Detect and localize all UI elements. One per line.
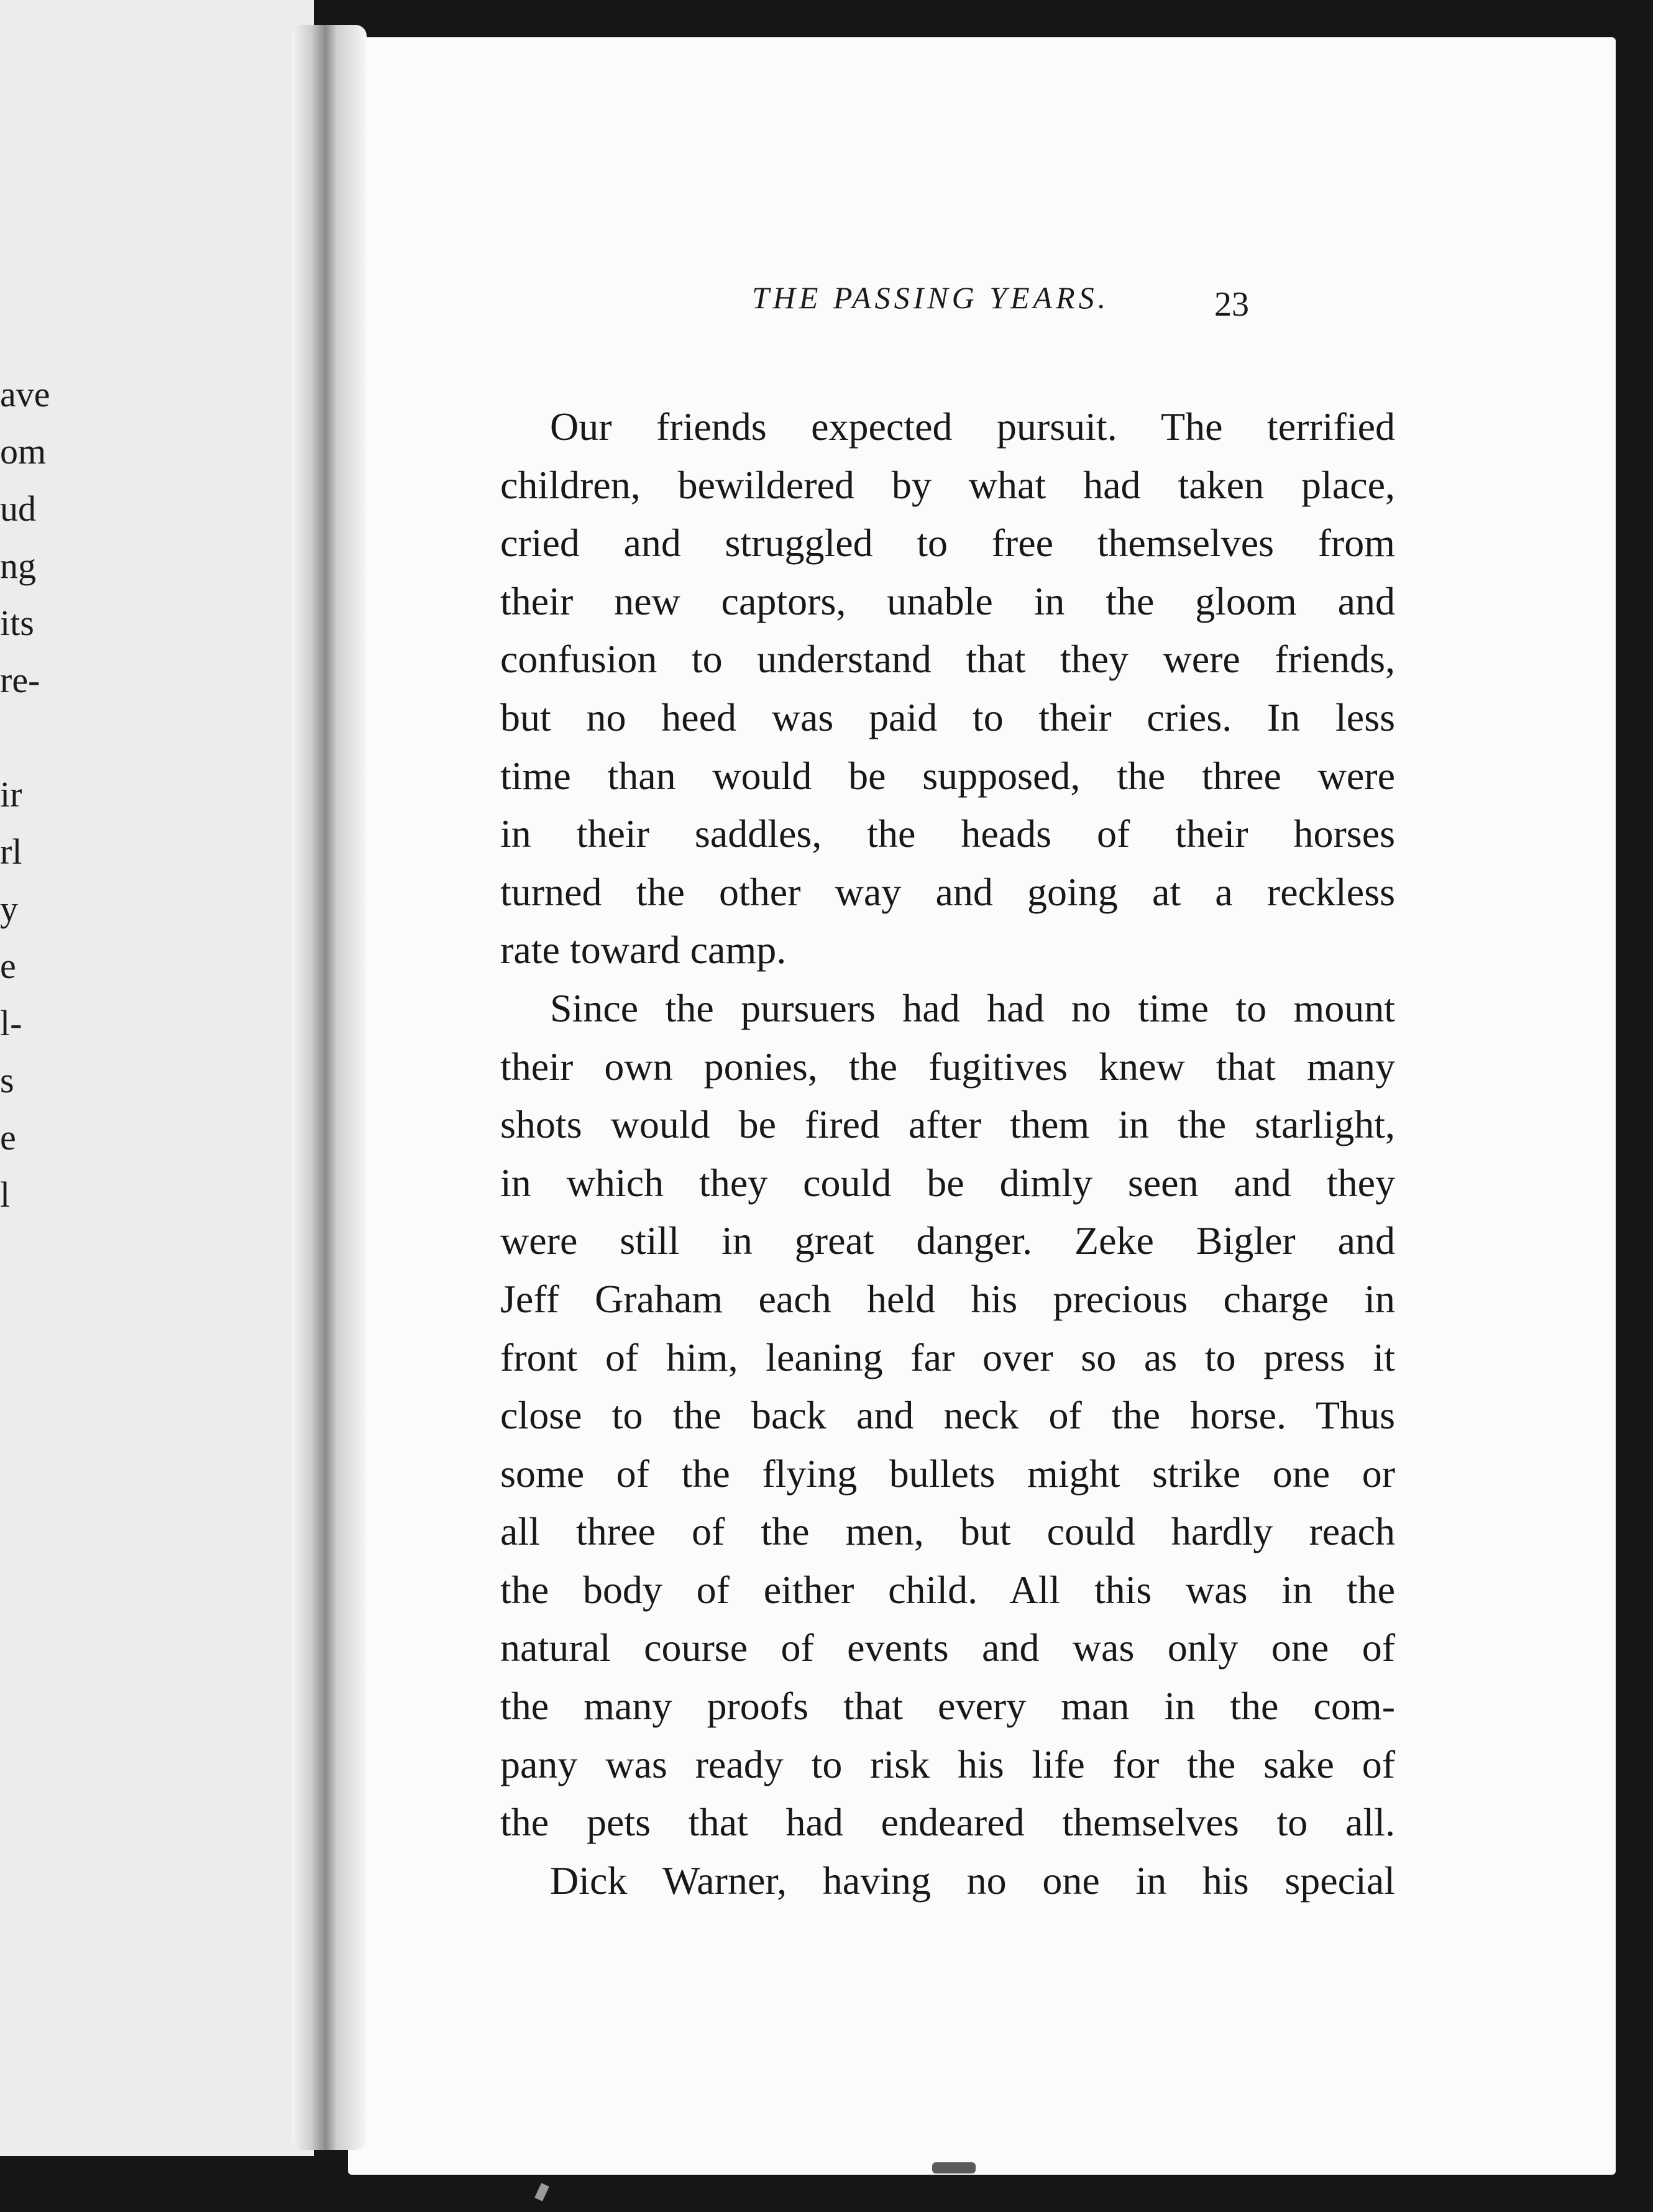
left-fragment: l-: [0, 1003, 22, 1043]
text-line: rate toward camp.: [500, 928, 787, 972]
text-line: the pets that had endeared themselves to all.: [500, 1800, 1395, 1845]
text-line: but no heed was paid to their cries. In less: [500, 695, 1395, 739]
text-line: Jeff Graham each held his precious charge in: [500, 1276, 1395, 1321]
text-line: natural course of events and was only one of: [500, 1625, 1395, 1670]
left-fragment: re-: [0, 660, 40, 700]
book-gutter: [292, 25, 367, 2150]
text-line: cried and struggled to free themselves from: [500, 521, 1395, 565]
left-fragment: e: [0, 946, 16, 986]
text-line: the body of either child. All this was in the: [500, 1567, 1395, 1612]
left-fragment: s: [0, 1060, 14, 1100]
left-fragment: ir: [0, 774, 22, 815]
left-fragment: om: [0, 431, 47, 472]
text-line: were still in great danger. Zeke Bigler and: [500, 1218, 1395, 1263]
left-fragment: rl: [0, 831, 22, 872]
text-line: the many proofs that every man in the com-: [500, 1684, 1395, 1729]
text-line: children, bewildered by what had taken place,: [500, 462, 1395, 507]
text-line: time than would be supposed, the three were: [500, 753, 1395, 798]
text-line: shots would be fired after them in the starlight,: [500, 1102, 1395, 1147]
text-line: Our friends expected pursuit. The terrified: [550, 404, 1395, 449]
text-line: turned the other way and going at a reckless: [500, 869, 1395, 914]
text-line: their own ponies, the fugitives knew that many: [500, 1044, 1395, 1089]
left-fragment: ave: [0, 374, 50, 414]
scan-blemish: [932, 2162, 976, 2173]
text-line: confusion to understand that they were friends,: [500, 637, 1395, 682]
left-page: [0, 0, 314, 2156]
left-fragment: ud: [0, 488, 36, 529]
text-line: Dick Warner, having no one in his special: [550, 1858, 1395, 1903]
left-fragment: ng: [0, 546, 36, 586]
left-page-text-fragments: [0, 367, 50, 1224]
text-line: Since the pursuers had had no time to mount: [550, 985, 1395, 1030]
text-line: pany was ready to risk his life for the sake of: [500, 1742, 1395, 1786]
text-line: front of him, leaning far over so as to press it: [500, 1335, 1395, 1379]
page-number: 23: [1214, 285, 1249, 324]
left-fragment: its: [0, 603, 34, 643]
left-fragment: l: [0, 1174, 11, 1215]
running-title: THE PASSING YEARS.: [752, 280, 1110, 315]
scan-blemish: [534, 2183, 549, 2201]
left-fragment: [0, 710, 50, 767]
text-line: their new captors, unable in the gloom and: [500, 578, 1395, 623]
text-line: close to the back and neck of the horse. Thus: [500, 1393, 1395, 1438]
left-fragment: e: [0, 1117, 16, 1158]
body-text: [500, 398, 1395, 1909]
text-line: all three of the men, but could hardly reach: [500, 1509, 1395, 1554]
left-fragment: y: [0, 889, 18, 929]
text-line: in their saddles, the heads of their horses: [500, 811, 1395, 856]
text-line: some of the flying bullets might strike one or: [500, 1451, 1395, 1496]
text-line: in which they could be dimly seen and they: [500, 1160, 1395, 1205]
